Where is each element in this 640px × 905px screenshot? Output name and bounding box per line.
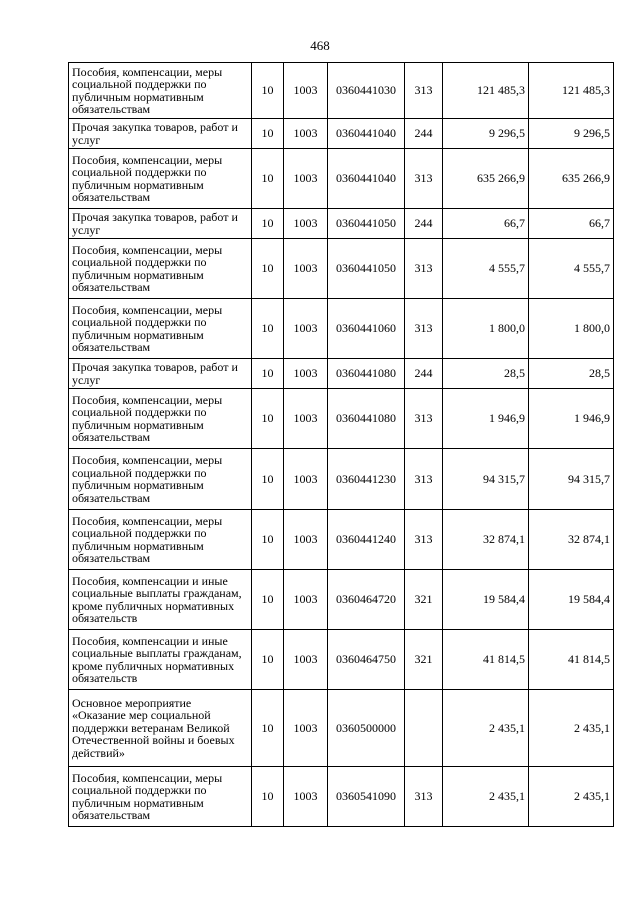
section-cell: 10 [252, 767, 284, 827]
expense-name-cell: Прочая закупка товаров, работ и услуг [69, 359, 252, 389]
subsection-cell: 1003 [284, 299, 328, 359]
sum-cell-1: 121 485,3 [443, 63, 529, 119]
section-cell: 10 [252, 239, 284, 299]
expense-name-cell: Пособия, компенсации, меры социальной поддержки по публичным нормативным обязательствам [69, 510, 252, 570]
expense-name-cell: Прочая закупка товаров, работ и услуг [69, 119, 252, 149]
expense-type-cell [405, 690, 443, 767]
subsection-cell: 1003 [284, 767, 328, 827]
section-cell: 10 [252, 359, 284, 389]
table-row [69, 690, 614, 767]
expense-name-cell: Пособия, компенсации и иные социальные выплаты гражданам, кроме публичных нормативных обязательств [69, 570, 252, 630]
sum-cell-1: 9 296,5 [443, 119, 529, 149]
target-code-cell: 0360441050 [328, 209, 405, 239]
subsection-cell: 1003 [284, 359, 328, 389]
target-code-cell: 0360441040 [328, 119, 405, 149]
sum-cell-1: 32 874,1 [443, 510, 529, 570]
expense-type-cell: 313 [405, 767, 443, 827]
table-row [69, 209, 614, 239]
section-cell: 10 [252, 389, 284, 449]
section-cell: 10 [252, 690, 284, 767]
section-cell: 10 [252, 570, 284, 630]
sum-cell-2: 28,5 [529, 359, 614, 389]
table-row [69, 767, 614, 827]
sum-cell-2: 1 800,0 [529, 299, 614, 359]
sum-cell-1: 1 800,0 [443, 299, 529, 359]
sum-cell-2: 635 266,9 [529, 149, 614, 209]
sum-cell-2: 9 296,5 [529, 119, 614, 149]
sum-cell-1: 66,7 [443, 209, 529, 239]
target-code-cell: 0360441060 [328, 299, 405, 359]
subsection-cell: 1003 [284, 63, 328, 119]
sum-cell-2: 32 874,1 [529, 510, 614, 570]
expense-name-cell: Пособия, компенсации, меры социальной поддержки по публичным нормативным обязательствам [69, 63, 252, 119]
table-row [69, 119, 614, 149]
budget-table [68, 62, 614, 827]
subsection-cell: 1003 [284, 149, 328, 209]
sum-cell-2: 1 946,9 [529, 389, 614, 449]
expense-type-cell: 313 [405, 510, 443, 570]
section-cell: 10 [252, 510, 284, 570]
table-body [69, 63, 614, 827]
sum-cell-2: 66,7 [529, 209, 614, 239]
expense-type-cell: 244 [405, 359, 443, 389]
table-row [69, 149, 614, 209]
expense-type-cell: 244 [405, 119, 443, 149]
subsection-cell: 1003 [284, 119, 328, 149]
table-row [69, 359, 614, 389]
table-row [69, 389, 614, 449]
target-code-cell: 0360500000 [328, 690, 405, 767]
sum-cell-1: 94 315,7 [443, 449, 529, 510]
expense-type-cell: 313 [405, 63, 443, 119]
table-row [69, 630, 614, 690]
sum-cell-2: 121 485,3 [529, 63, 614, 119]
expense-name-cell: Пособия, компенсации, меры социальной поддержки по публичным нормативным обязательствам [69, 767, 252, 827]
table-row [69, 239, 614, 299]
target-code-cell: 0360441230 [328, 449, 405, 510]
target-code-cell: 0360464750 [328, 630, 405, 690]
target-code-cell: 0360441040 [328, 149, 405, 209]
expense-type-cell: 313 [405, 239, 443, 299]
section-cell: 10 [252, 630, 284, 690]
subsection-cell: 1003 [284, 690, 328, 767]
expense-name-cell: Пособия, компенсации, меры социальной поддержки по публичным нормативным обязательствам [69, 239, 252, 299]
expense-type-cell: 313 [405, 299, 443, 359]
target-code-cell: 0360441240 [328, 510, 405, 570]
subsection-cell: 1003 [284, 570, 328, 630]
sum-cell-2: 19 584,4 [529, 570, 614, 630]
section-cell: 10 [252, 449, 284, 510]
sum-cell-1: 19 584,4 [443, 570, 529, 630]
expense-name-cell: Пособия, компенсации, меры социальной поддержки по публичным нормативным обязательствам [69, 149, 252, 209]
expense-name-cell: Пособия, компенсации, меры социальной поддержки по публичным нормативным обязательствам [69, 449, 252, 510]
target-code-cell: 0360464720 [328, 570, 405, 630]
subsection-cell: 1003 [284, 449, 328, 510]
expense-name-cell: Прочая закупка товаров, работ и услуг [69, 209, 252, 239]
expense-type-cell: 244 [405, 209, 443, 239]
section-cell: 10 [252, 209, 284, 239]
target-code-cell: 0360441080 [328, 359, 405, 389]
section-cell: 10 [252, 149, 284, 209]
subsection-cell: 1003 [284, 239, 328, 299]
subsection-cell: 1003 [284, 510, 328, 570]
table-row [69, 570, 614, 630]
target-code-cell: 0360441050 [328, 239, 405, 299]
expense-type-cell: 321 [405, 630, 443, 690]
expense-name-cell: Пособия, компенсации и иные социальные выплаты гражданам, кроме публичных нормативных обязательств [69, 630, 252, 690]
subsection-cell: 1003 [284, 389, 328, 449]
sum-cell-2: 94 315,7 [529, 449, 614, 510]
sum-cell-1: 635 266,9 [443, 149, 529, 209]
expense-type-cell: 313 [405, 449, 443, 510]
expense-name-cell: Пособия, компенсации, меры социальной поддержки по публичным нормативным обязательствам [69, 389, 252, 449]
sum-cell-1: 1 946,9 [443, 389, 529, 449]
table-row [69, 63, 614, 119]
table-row [69, 299, 614, 359]
sum-cell-1: 41 814,5 [443, 630, 529, 690]
section-cell: 10 [252, 299, 284, 359]
sum-cell-1: 28,5 [443, 359, 529, 389]
subsection-cell: 1003 [284, 630, 328, 690]
table-row [69, 510, 614, 570]
sum-cell-2: 41 814,5 [529, 630, 614, 690]
expense-type-cell: 313 [405, 149, 443, 209]
sum-cell-2: 2 435,1 [529, 690, 614, 767]
target-code-cell: 0360541090 [328, 767, 405, 827]
sum-cell-2: 4 555,7 [529, 239, 614, 299]
section-cell: 10 [252, 119, 284, 149]
expense-type-cell: 313 [405, 389, 443, 449]
subsection-cell: 1003 [284, 209, 328, 239]
section-cell: 10 [252, 63, 284, 119]
expense-type-cell: 321 [405, 570, 443, 630]
sum-cell-1: 2 435,1 [443, 767, 529, 827]
target-code-cell: 0360441080 [328, 389, 405, 449]
sum-cell-1: 4 555,7 [443, 239, 529, 299]
expense-name-cell: Пособия, компенсации, меры социальной поддержки по публичным нормативным обязательствам [69, 299, 252, 359]
sum-cell-2: 2 435,1 [529, 767, 614, 827]
sum-cell-1: 2 435,1 [443, 690, 529, 767]
table-row [69, 449, 614, 510]
expense-name-cell: Основное мероприятие «Оказание мер социальной поддержки ветеранам Великой Отечественной войны и боевых действий» [69, 690, 252, 767]
page-number: 468 [310, 38, 330, 53]
target-code-cell: 0360441030 [328, 63, 405, 119]
